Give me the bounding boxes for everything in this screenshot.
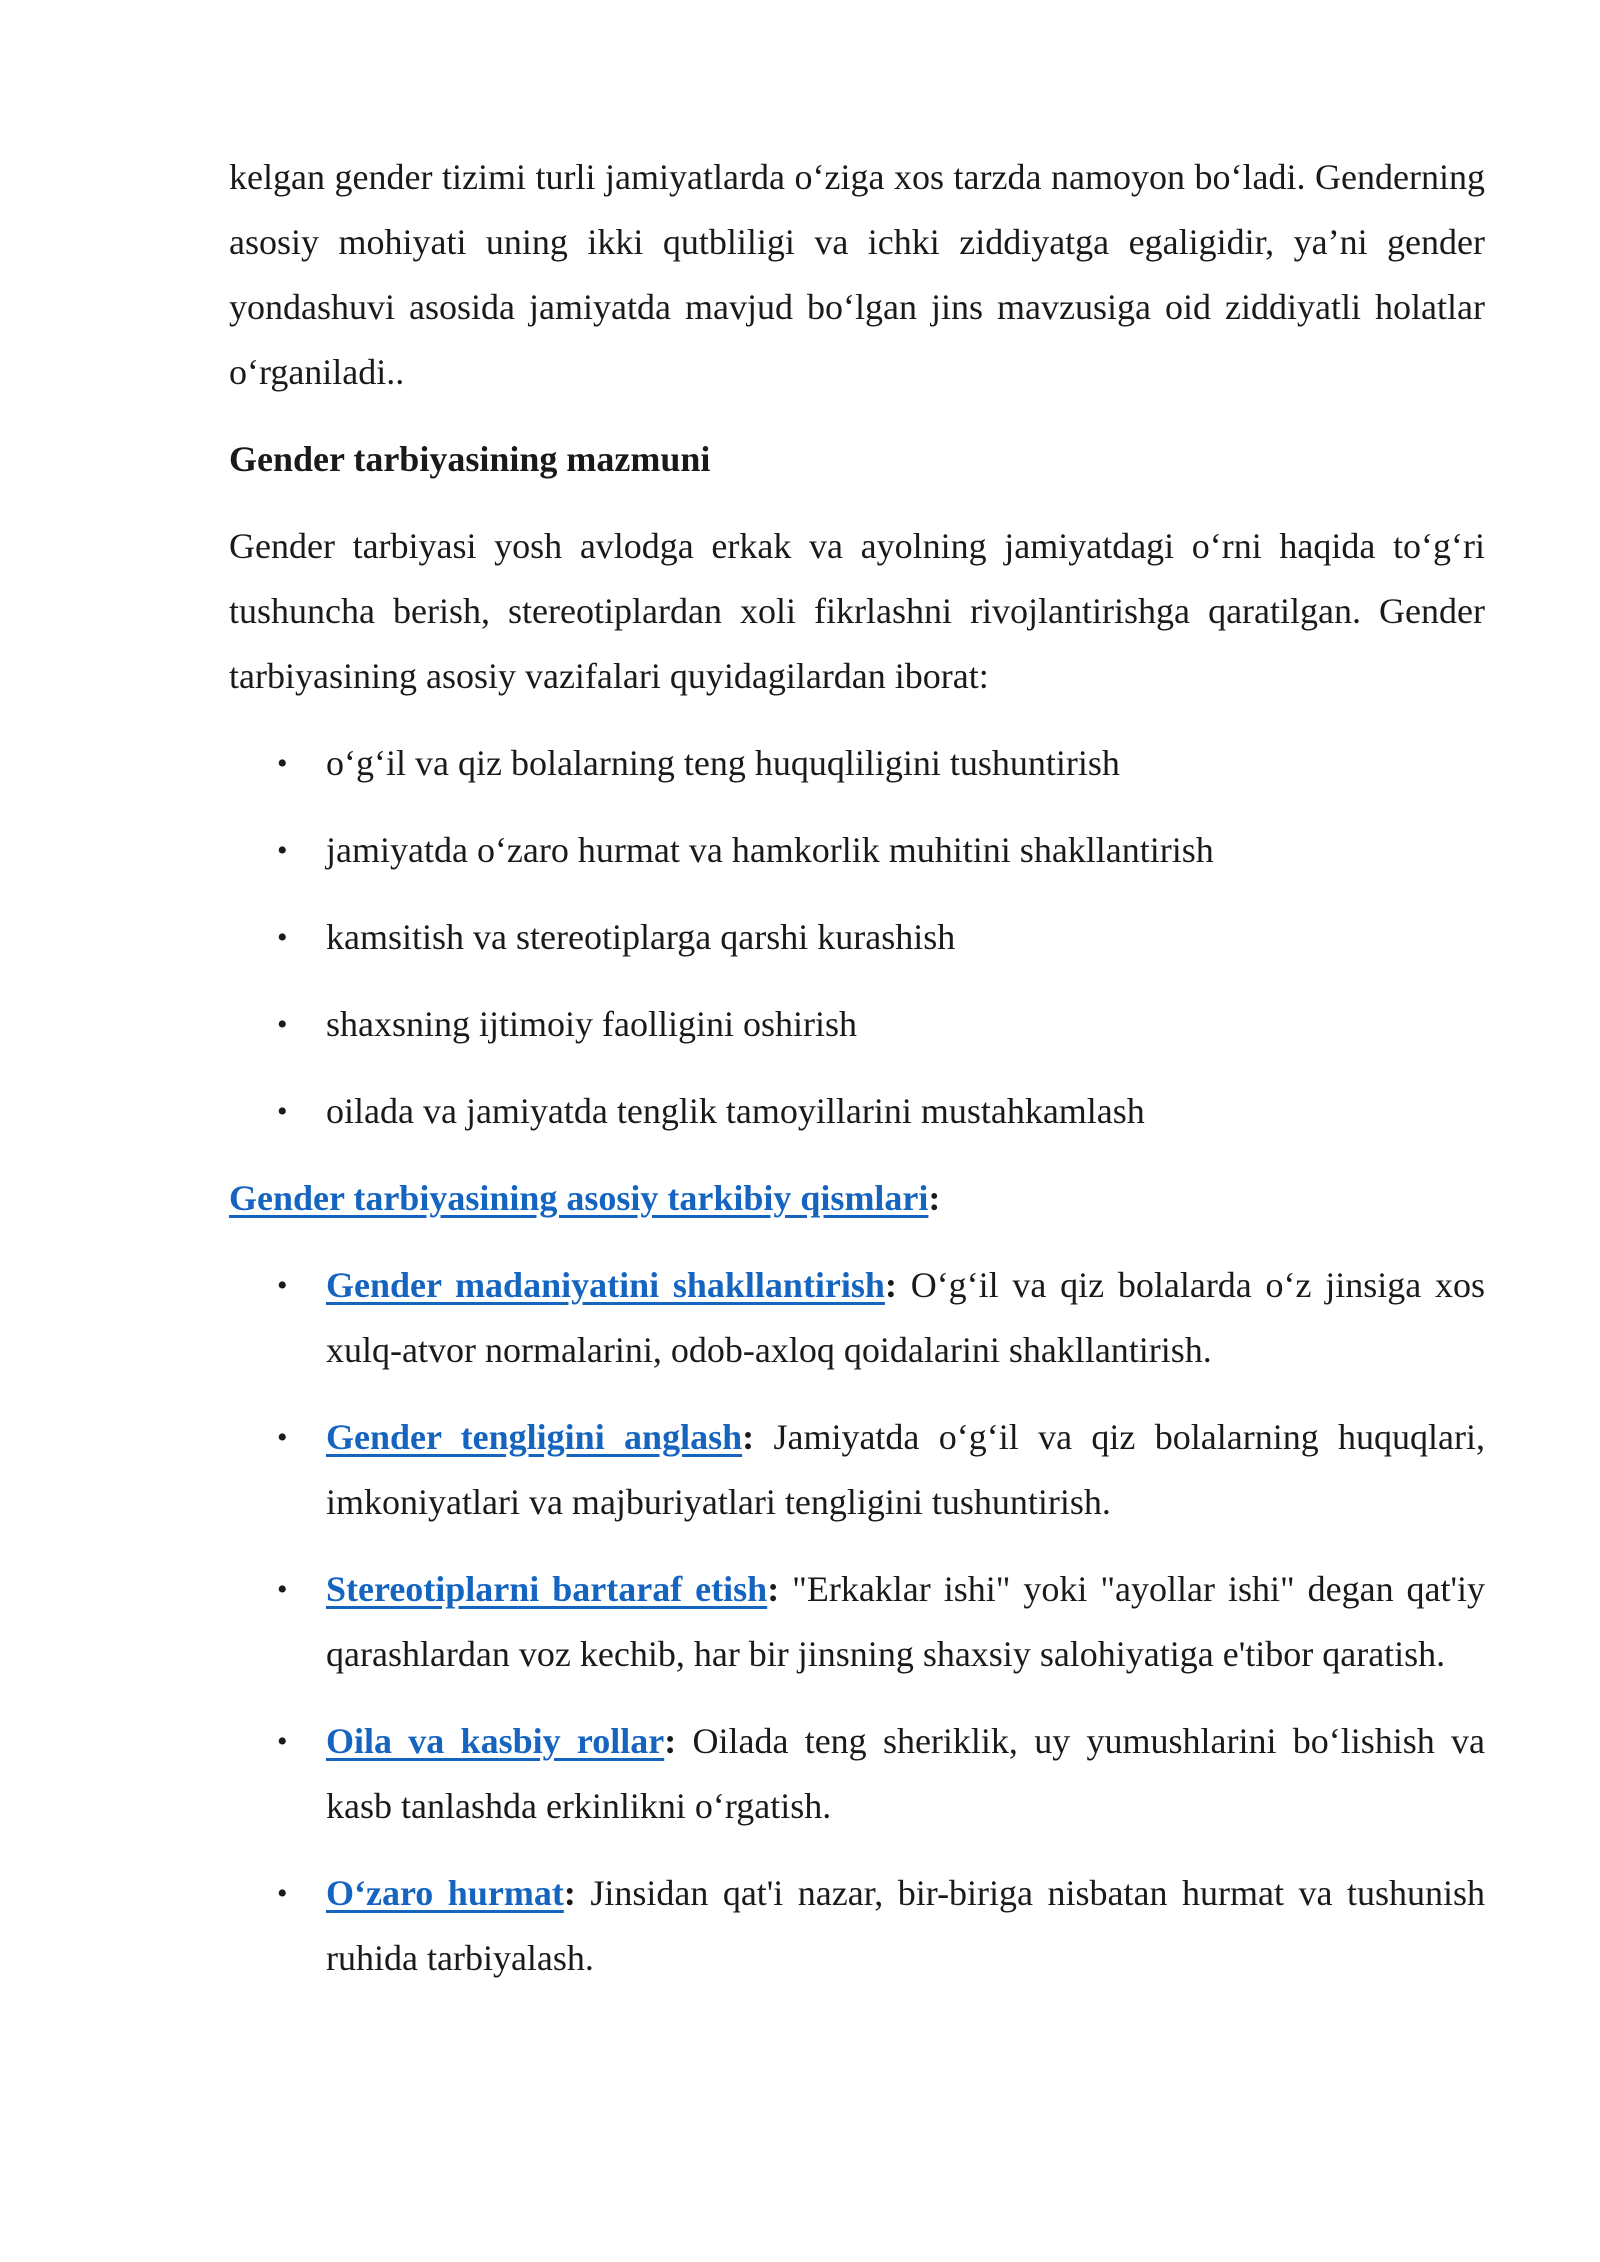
bullet-icon: • (277, 1095, 288, 1128)
list-item-text: kamsitish va stereotiplarga qarshi kurashish (326, 917, 956, 957)
components-list (229, 1253, 1485, 1991)
components-heading (229, 1166, 1485, 1231)
component-link[interactable]: Gender madaniyatini shakllantirish (326, 1265, 885, 1305)
bullet-icon: • (277, 1269, 288, 1302)
section-paragraph: Gender tarbiyasi yosh avlodga erkak va ayolning jamiyatdagi o‘rni haqida to‘g‘ri tushuncha berish, stereotiplardan xoli fikrlashni rivojlantirishga qaratilgan. Gender tarbiyasining asosiy vazifalari quyidagilardan iborat: (229, 526, 1485, 696)
term-colon: : (767, 1569, 780, 1609)
list-item-text: jamiyatda o‘zaro hurmat va hamkorlik muhitini shakllantirish (326, 830, 1214, 870)
component-text: Jamiyatda o‘g‘il va qiz bolalarning huquqlari, imkoniyatlari va majburiyatlari tengligini tushuntirish. (326, 1417, 1486, 1522)
bullet-icon: • (277, 1725, 288, 1758)
tasks-list (229, 731, 1485, 1144)
document-page (229, 145, 1485, 2013)
bullet-icon: • (277, 1877, 288, 1910)
heading-colon: : (928, 1178, 941, 1218)
component-link[interactable]: Stereotiplarni bartaraf etish (326, 1569, 768, 1609)
intro-paragraph: kelgan gender tizimi turli jamiyatlarda o‘ziga xos tarzda namoyon bo‘ladi. Genderning asosiy mohiyati uning ikki qutbliligi va ichki ziddiyatga egaligidir, ya’ni gender yondashuvi asosida jamiyatda mavjud bo‘lgan jins mavzusiga oid ziddiyatli holatlar o‘rganiladi.. (229, 157, 1485, 392)
list-item (229, 992, 1485, 1057)
list-item (229, 1861, 1485, 1991)
list-item (229, 731, 1485, 796)
component-link[interactable]: O‘zaro hurmat (326, 1873, 564, 1913)
component-text: O‘g‘il va qiz bolalarda o‘z jinsiga xos xulq-atvor normalarini, odob-axloq qoidalarini shakllantirish. (326, 1265, 1485, 1370)
bullet-icon: • (277, 834, 288, 867)
term-colon: : (563, 1873, 576, 1913)
component-link[interactable]: Oila va kasbiy rollar (326, 1721, 665, 1761)
list-item (229, 818, 1485, 883)
list-item-text: o‘g‘il va qiz bolalarning teng huquqliligini tushuntirish (326, 743, 1120, 783)
list-item (229, 1253, 1485, 1383)
term-colon: : (742, 1417, 755, 1457)
bullet-icon: • (277, 1008, 288, 1041)
list-item-text: shaxsning ijtimoiy faolligini oshirish (326, 1004, 857, 1044)
component-link[interactable]: Gender tengligini anglash (326, 1417, 743, 1457)
bullet-icon: • (277, 1573, 288, 1606)
list-item (229, 1557, 1485, 1687)
list-item (229, 1709, 1485, 1839)
component-text: Oilada teng sheriklik, uy yumushlarini bo‘lishish va kasb tanlashda erkinlikni o‘rgatish. (326, 1721, 1485, 1826)
list-item (229, 1405, 1485, 1535)
section-heading: Gender tarbiyasining mazmuni (229, 439, 711, 479)
term-colon: : (664, 1721, 677, 1761)
bullet-icon: • (277, 747, 288, 780)
list-item (229, 905, 1485, 970)
bullet-icon: • (277, 921, 288, 954)
components-title-link[interactable]: Gender tarbiyasining asosiy tarkibiy qismlari (229, 1178, 929, 1218)
term-colon: : (884, 1265, 897, 1305)
component-text: "Erkaklar ishi" yoki "ayollar ishi" degan qat'iy qarashlardan voz kechib, har bir jinsning shaxsiy salohiyatiga e'tibor qaratish. (326, 1569, 1485, 1674)
list-item-text: oilada va jamiyatda tenglik tamoyillarini mustahkamlash (326, 1091, 1145, 1131)
component-text: Jinsidan qat'i nazar, bir-biriga nisbatan hurmat va tushunish ruhida tarbiyalash. (326, 1873, 1486, 1978)
bullet-icon: • (277, 1421, 288, 1454)
list-item (229, 1079, 1485, 1144)
